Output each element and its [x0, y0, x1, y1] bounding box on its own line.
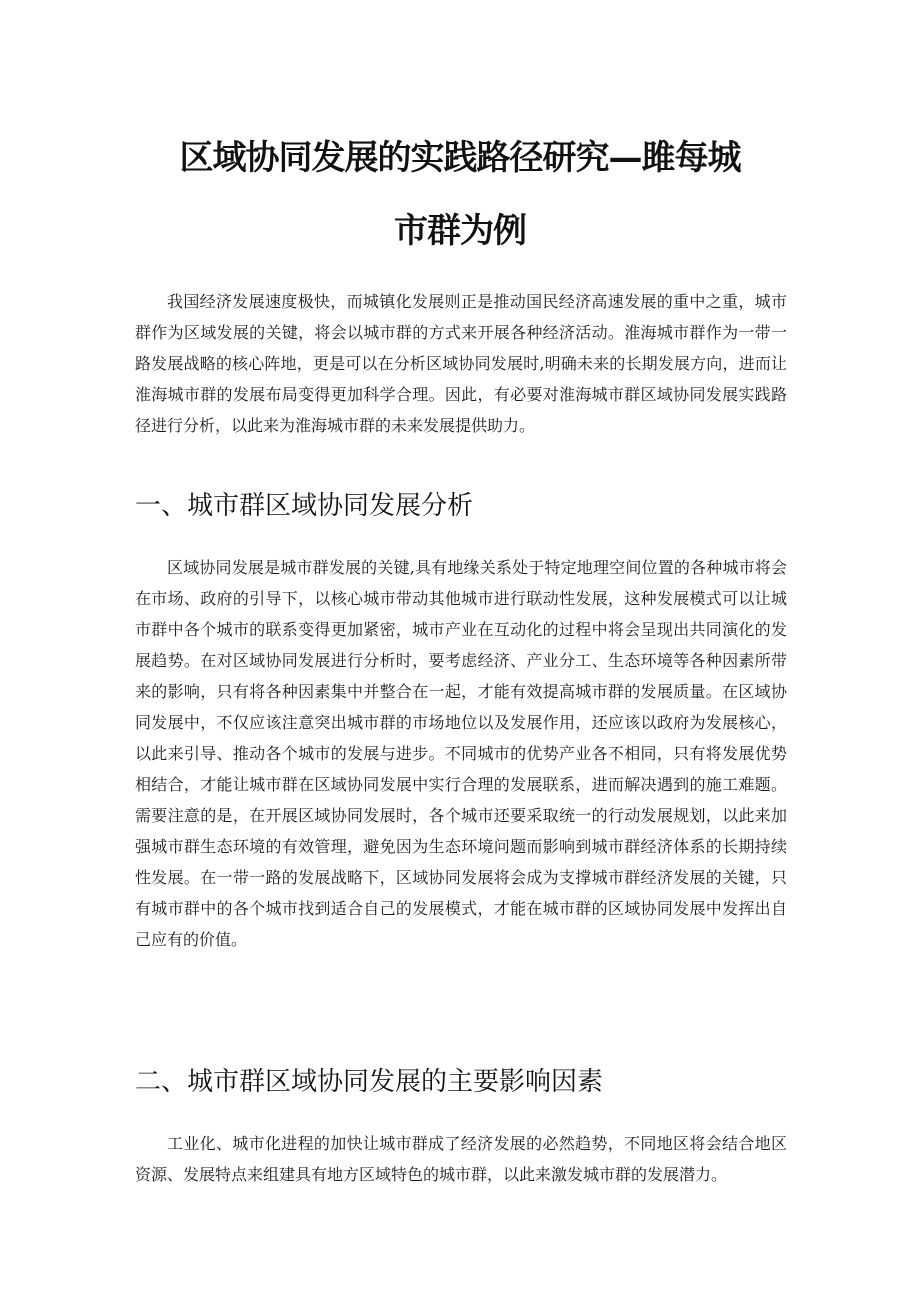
section-heading-1: 一、城市群区域协同发展分析 — [135, 491, 474, 521]
intro-paragraph: 我国经济发展速度极快，而城镇化发展则正是推动国民经济高速发展的重中之重，城市群作为区域发展的关键，将会以城市群的方式来开展各种经济活动。淮海城市群作为一带一路发展战略的核心阵地，更是可以在分析区域协同发展时,明确未来的长期发展方向，进而让淮海城市群的发展布局变得更加科学合理。因此，有必要对淮海城市群区域协同发展实践路径进行分析，以此来为淮海城市群的未来发展提供助力。 — [135, 292, 787, 435]
section-paragraph-1: 区域协同发展是城市群发展的关键,具有地缘关系处于特定地理空间位置的各种城市将会在市场、政府的引导下，以核心城市带动其他城市进行联动性发展，这种发展模式可以让城市群中各个城市的联系变得更加紧密，城市产业在互动化的过程中将会呈现出共同演化的发展趋势。在对区域协同发展进行分析时，要考虑经济、产业分工、生态环境等各种因素所带来的影响，只有将各种因素集中并整合在一起，才能有效提高城市群的发展质量。在区域协同发展中，不仅应该注意突出城市群的市场地位以及发展作用，还应该以政府为发展核心，以此来引导、推动各个城市的发展与进步。不同城市的优势产业各不相同，只有将发展优势相结合，才能让城市群在区域协同发展中实行合理的发展联系，进而解决遇到的施工难题。需要注意的是，在开展区域协同发展时，各个城市还要采取统一的行动发展规划，以此来加强城市群生态环境的有效管理，避免因为生态环境问题而影响到城市群经济体系的长期持续性发展。在一带一路的发展战略下，区域协同发展将会成为支撑城市群经济发展的关键，只有城市群中的各个城市找到适合自己的发展模式，才能在城市群的区域协同发展中发挥出自己应有的价值。 — [135, 558, 787, 949]
section-heading-2: 二、城市群区域协同发展的主要影响因素 — [135, 1067, 604, 1097]
document-title-line-2: 市群为例 — [394, 211, 526, 251]
document-title-line-1: 区域协同发展的实践路径研究—雎每城 — [179, 138, 741, 178]
section-paragraph-2: 工业化、城市化进程的加快让城市群成了经济发展的必然趋势，不同地区将会结合地区资源、发展特点来组建具有地方区域特色的城市群，以此来激发城市群的发展潜力。 — [135, 1134, 787, 1184]
